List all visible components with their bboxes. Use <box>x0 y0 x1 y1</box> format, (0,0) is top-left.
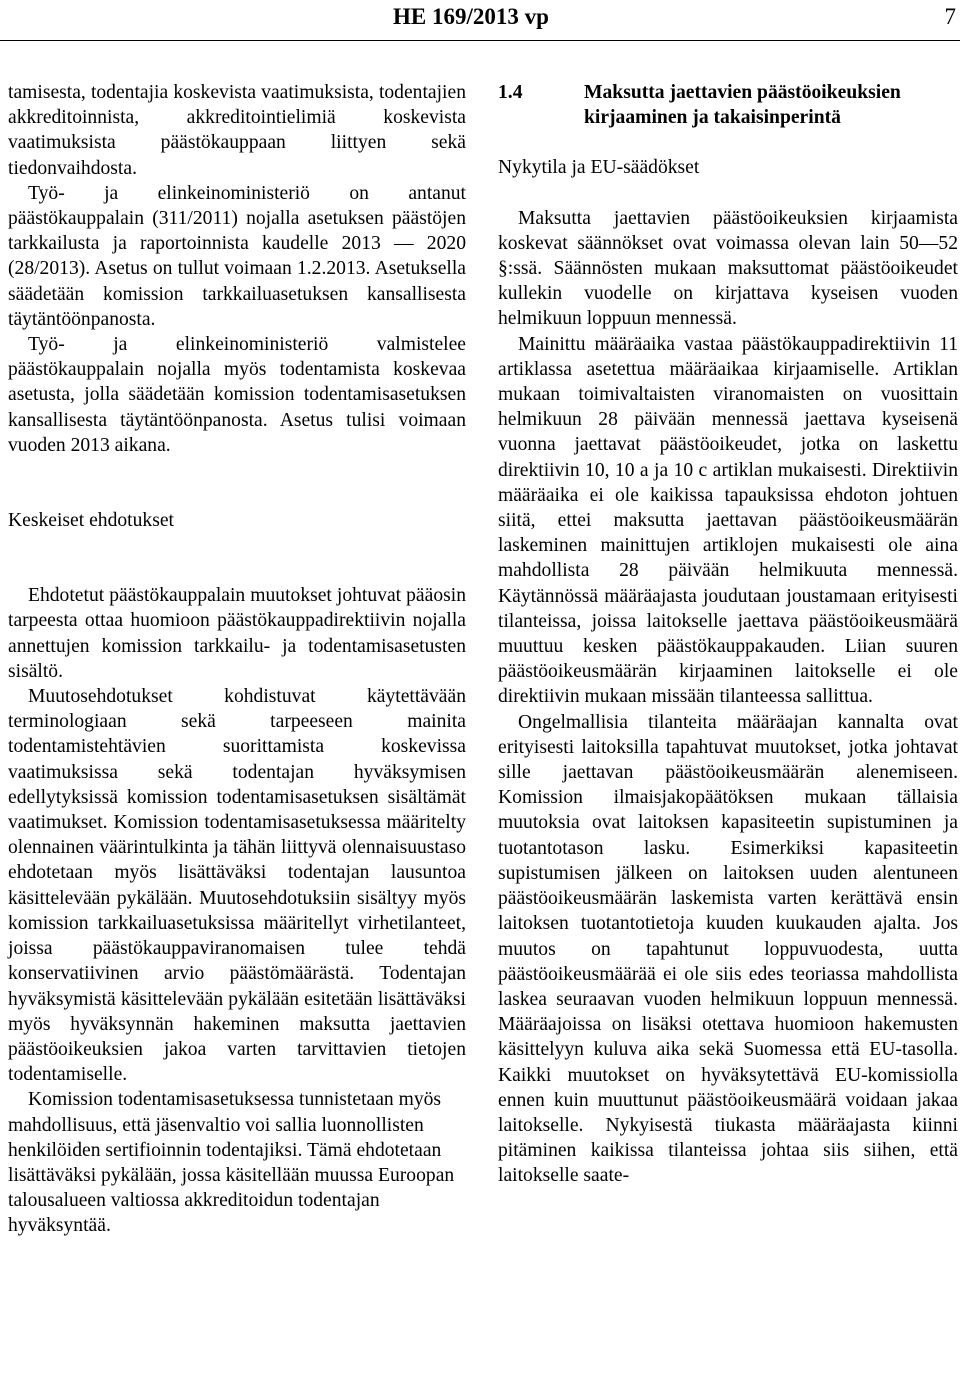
page-number: 7 <box>944 4 956 29</box>
paragraph-amendments: Muutosehdotukset kohdistuvat käytettävään terminologiaan sekä tarpeeseen mainita todentamistehtävien suorittamista koskevissa vaatimuksissa sekä todentajan hyväksymisen edellytyksissä komission todentamisasetuksen sisältämät vaatimukset. Komission todentamisasetuksessa määritelty olennainen väärintulkinta ja tähän liittyvä olennaisuustaso ehdotetaan myös lisättäväksi todentajan lausuntoa käsittelevään pykälään. Muutosehdotuksiin sisältyy myös komission tarkkailuasetuksissa määritellyt virhetilanteet, joissa päästökauppaviranomaisen tulee tehdä konservatiivinen arvio päästömäärästä. Todentajan hyväksymistä käsittelevään pykälään esitetään lisättäväksi myös hyväksynnän hakeminen maksutta jaettavien päästöoikeuksien jakoa varten tarvittavien tietojen todentamiselle. <box>8 686 466 1086</box>
paragraph-certification: Komission todentamisasetuksessa tunnistetaan myös mahdollisuus, että jäsenvaltio voi sallia luonnollisten henkilöiden sertifioinnin todentajiksi. Tämä ehdotetaan lisättäväksi pykälään, jossa käsitellään muussa Euroopan talousalueen valtiossa akkreditoidun todentajan hyväksyntää. <box>8 1089 455 1237</box>
left-column <box>8 80 466 1239</box>
paragraph-problem-situations: Ongelmallisia tilanteita määräajan kannalta ovat erityisesti laitoksilla tapahtuvat muutokset, jotka johtavat sille jaettavan päästöoikeusmäärän alenemiseen. Komission ilmaisjakopäätöksen mukaan tällaisia muutoksia ovat laitoksen kapasiteetin supistuminen ja tuotantotason lasku. Esimerkiksi kapasiteetin supistumisen jälkeen on laitoksen uuden alentuneen päästöoikeusmäärän laskemista varten kerättävä ensin laitoksen tuotantotietoja kuuden kuukauden ajalta. Jos muutos on tapahtunut loppuvuodesta, uutta päästöoikeusmäärää ei ole siis edes teoriassa mahdollista laskea seuraavan vuoden helmikuun loppuun mennessä. Määräajoissa on lisäksi otettava huomioon hakemusten käsittelyyn kuluva aika sekä Suomessa että EU-tasolla. Kaikki muutokset on hyväksytettävä EU-komissiolla ennen kuin muuttunut päästöoikeusmäärä voidaan jakaa laitokselle. Nykyisestä tiukasta määräajasta kiinni pitäminen kaikissa tilanteissa johtaa siis siihen, että laitokselle saate- <box>498 711 958 1187</box>
right-column <box>498 80 958 1189</box>
section-number: 1.4 <box>498 82 523 103</box>
paragraph-decree-monitoring: Työ- ja elinkeinoministeriö on antanut päästökauppalain (311/2011) nojalla asetuksen päästöjen tarkkailusta ja raportoinnista kaudelle 2013 — 2020 (28/2013). Asetus on tullut voimaan 1.2.2013. Asetuksella säädetään komission tarkkailuasetuksen kansallisesta täytäntöönpanosta. <box>8 182 466 330</box>
section-title-text: Maksutta jaettavien päästöoikeuksien kirjaaminen ja takaisinperintä <box>584 82 901 129</box>
page-header <box>0 0 960 41</box>
section-heading-key-proposals: Keskeiset ehdotukset <box>8 510 174 532</box>
paragraph-recording-provisions: Maksutta jaettavien päästöoikeuksien kirjaamista koskevat säännökset ovat voimassa olevan lain 50—52 §:ssä. Säännösten mukaan maksuttomat päästöoikeudet kullekin vuodelle on kirjattava kyseisen vuoden helmikuun loppuun mennessä. <box>498 207 958 330</box>
paragraph-continued: tamisesta, todentajia koskevista vaatimuksista, todentajien akkreditoinnista, akkreditointielimiä koskevista vaatimuksista päästökauppaan liittyen sekä tiedonvaihdosta. <box>8 82 466 179</box>
section-title <box>498 80 958 130</box>
paragraph-deadline: Mainittu määräaika vastaa päästökauppadirektiivin 11 artiklassa asetettua määräaikaa kirjaamiselle. Artiklan mukaan toimivaltaisten viranomaisten on vuosittain helmikuun 28 päivään mennessä jaettava kyseisenä vuonna jaettavat päästöoikeudet, jotka on laskettu direktiivin 10, 10 a ja 10 c artiklan mukaisesti. Direktiivin määräaika ei ole kaikissa tapauksissa ehdoton johtuen siitä, ettei maksutta jaettavan päästöoikeusmäärän laskeminen mainittujen artiklojen mukaisesti ole aina mahdollista 28 päivään helmikuuta mennessä. Käytännössä määräajasta joudutaan joustamaan erityisesti tilanteissa, joissa laitokselle jaettava päästöoikeusmäärä muuttuu kesken päästökauppakauden. Liian suuren päästöoikeusmäärän kirjaaminen laitokselle ei ole direktiivin mukaan missään tilanteessa sallittua. <box>498 333 958 708</box>
paragraph-proposed-changes: Ehdotetut päästökauppalain muutokset johtuvat pääosin tarpeesta ottaa huomioon päästökauppadirektiivin nojalla annettujen komission tarkkailu- ja todentamisasetusten sisältö. <box>8 585 466 682</box>
paragraph-decree-verification: Työ- ja elinkeinoministeriö valmistelee päästökauppalain nojalla myös todentamista koskevaa asetusta, jolla säädetään komission todentamisasetuksen kansallisesta täytäntöönpanosta. Asetus tulisi voimaan vuoden 2013 aikana. <box>8 334 466 456</box>
document-id: HE 169/2013 vp <box>393 4 549 29</box>
subheading-current-state: Nykytila ja EU-säädökset <box>498 157 700 179</box>
